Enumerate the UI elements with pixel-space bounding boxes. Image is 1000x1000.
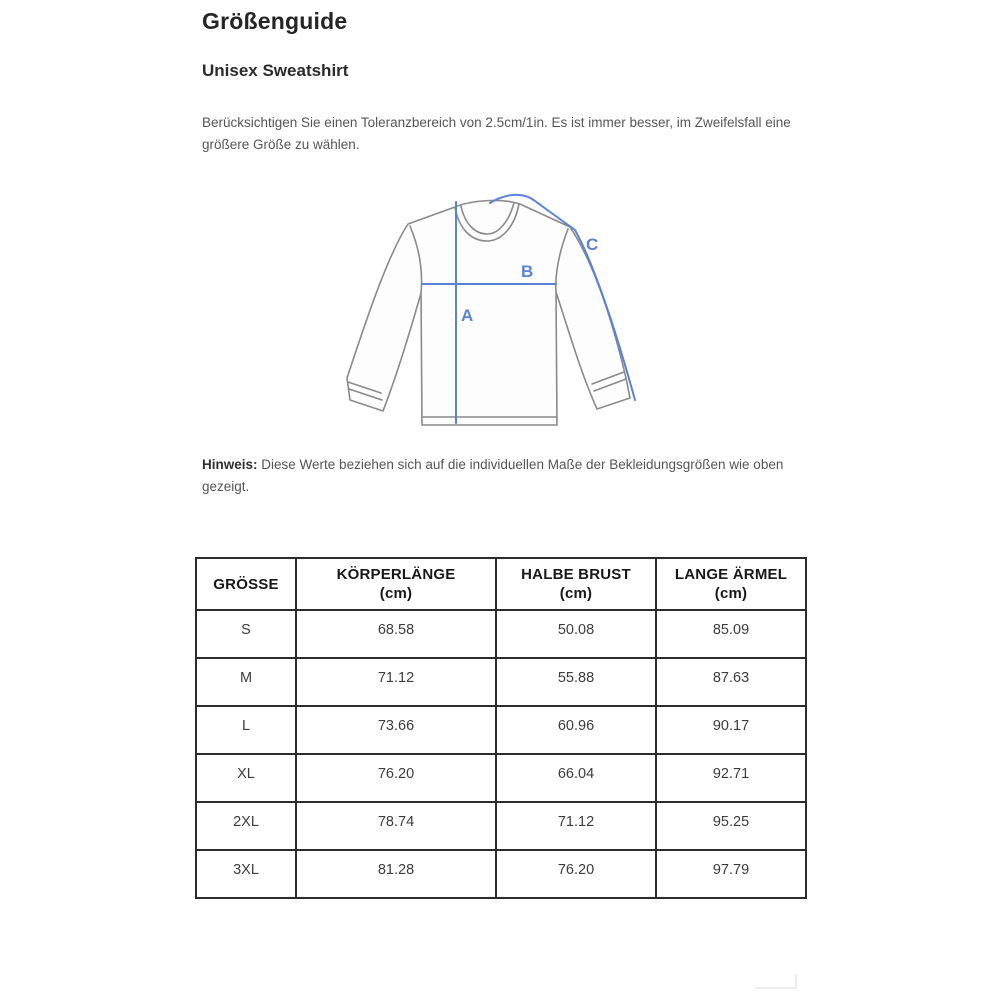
sleeve-length-cell: 92.71: [656, 754, 806, 802]
size-cell: S: [196, 610, 296, 658]
table-row-m: [196, 658, 806, 706]
label-a: A: [461, 306, 474, 325]
body-length-cell: 78.74: [296, 802, 496, 850]
half-chest-cell: 60.96: [496, 706, 656, 754]
table-row-s: [196, 610, 806, 658]
size-cell: 3XL: [196, 850, 296, 898]
hint-label: Hinweis:: [202, 457, 258, 472]
body-length-cell: 73.66: [296, 706, 496, 754]
sleeve-length-cell: 85.09: [656, 610, 806, 658]
tolerance-note: Berücksichtigen Sie einen Toleranzbereich von 2.5cm/1in. Es ist immer besser, im Zweifelsfall eine größere Größe zu wählen.: [202, 115, 791, 152]
table-row-l: [196, 706, 806, 754]
size-cell: 2XL: [196, 802, 296, 850]
col-header-half-chest: HALBE BRUST (cm): [496, 558, 656, 610]
sleeve-length-cell: 95.25: [656, 802, 806, 850]
hint-text: Diese Werte beziehen sich auf die individuellen Maße der Bekleidungsgrößen wie oben gezeigt.: [202, 457, 784, 494]
size-table: [195, 557, 807, 899]
table-row-3xl: [196, 850, 806, 898]
size-cell: L: [196, 706, 296, 754]
hint-note: [202, 454, 820, 498]
label-c: C: [586, 235, 599, 254]
size-cell: M: [196, 658, 296, 706]
col-header-body-length: KÖRPERLÄNGE (cm): [296, 558, 496, 610]
size-table-header-row: [196, 558, 806, 610]
sweatshirt-diagram-svg: [330, 180, 670, 440]
size-cell: XL: [196, 754, 296, 802]
label-b: B: [521, 262, 534, 281]
sleeve-length-cell: 87.63: [656, 658, 806, 706]
table-row-2xl: [196, 802, 806, 850]
body-length-cell: 68.58: [296, 610, 496, 658]
sleeve-length-cell: 90.17: [656, 706, 806, 754]
half-chest-cell: 50.08: [496, 610, 656, 658]
col-header-sleeve-length: LANGE ÄRMEL (cm): [656, 558, 806, 610]
table-row-xl: [196, 754, 806, 802]
page-title: Größenguide: [202, 8, 348, 34]
body-length-cell: 81.28: [296, 850, 496, 898]
half-chest-cell: 71.12: [496, 802, 656, 850]
half-chest-cell: 76.20: [496, 850, 656, 898]
body-length-cell: 71.12: [296, 658, 496, 706]
sleeve-length-cell: 97.79: [656, 850, 806, 898]
sweatshirt-measurement-diagram: [330, 180, 670, 440]
half-chest-cell: 55.88: [496, 658, 656, 706]
product-subtitle: Unisex Sweatshirt: [202, 61, 349, 80]
body-length-cell: 76.20: [296, 754, 496, 802]
col-header-size: GRÖSSE: [196, 558, 296, 610]
half-chest-cell: 66.04: [496, 754, 656, 802]
scroll-corner-artifact: [755, 974, 797, 989]
